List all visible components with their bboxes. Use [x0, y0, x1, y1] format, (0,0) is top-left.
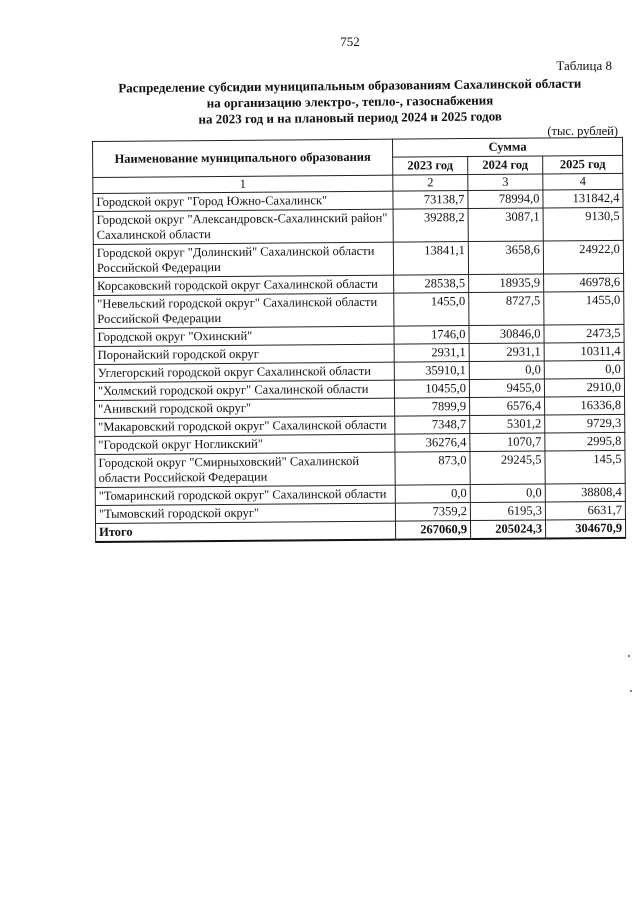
value-2023: 36276,4 — [395, 434, 470, 453]
total-row — [96, 519, 626, 542]
value-2025: 9130,5 — [543, 207, 623, 241]
value-2025: 1455,0 — [544, 291, 624, 325]
value-2024: 2931,1 — [469, 343, 544, 362]
municipality-name: Городской округ "Долинский" Сахалинской области Российской Федерации — [93, 242, 393, 277]
value-2025: 6631,7 — [545, 501, 625, 520]
column-number: 2 — [393, 175, 468, 192]
value-2025: 10311,4 — [544, 342, 624, 361]
table-row — [95, 450, 625, 487]
page-number: 752 — [340, 34, 360, 49]
municipality-name: Городской округ "Смирныховский" Сахалинской области Российской Федерации — [95, 452, 395, 487]
municipality-name: Городской округ "Город Южно-Сахалинск" — [93, 191, 393, 211]
table-row — [93, 240, 623, 277]
header-year-2024: 2024 год — [468, 156, 543, 175]
municipality-name: Городской округ "Александровск-Сахалинский район" Сахалинской области — [93, 209, 393, 244]
value-2023: 2931,1 — [394, 344, 469, 363]
total-2023: 267060,9 — [395, 521, 470, 540]
municipality-name: "Городской округ Ногликский" — [95, 434, 395, 454]
value-2025: 16336,8 — [545, 396, 625, 415]
value-2024: 6195,3 — [470, 502, 545, 521]
municipality-name: "Макаровский городской округ" Сахалинской области — [95, 416, 395, 436]
value-2023: 39288,2 — [393, 209, 468, 243]
value-2023: 873,0 — [395, 452, 470, 486]
value-2025: 145,5 — [545, 450, 625, 484]
total-2024: 205024,3 — [470, 520, 545, 539]
value-2023: 13841,1 — [393, 242, 468, 276]
title-line-2: на организацию электро-, тепло-, газоснабжения — [206, 92, 494, 111]
value-2024: 3658,6 — [468, 241, 543, 275]
title-line-3: на 2023 год и на плановый период 2024 и 2025 годов — [198, 108, 502, 127]
total-2025: 304670,9 — [545, 519, 625, 538]
value-2025: 38808,4 — [545, 483, 625, 502]
value-2025: 0,0 — [544, 360, 624, 379]
municipality-name: Поронайский городской округ — [94, 344, 394, 364]
title-line-1: Распределение субсидии муниципальным образованиям Сахалинской области — [118, 75, 582, 96]
value-2023: 1455,0 — [394, 293, 469, 327]
table-body — [93, 189, 626, 542]
value-2023: 7359,2 — [395, 503, 470, 522]
value-2023: 1746,0 — [394, 326, 469, 345]
value-2025: 24922,0 — [543, 240, 623, 274]
table-row — [93, 207, 623, 244]
value-2024: 8727,5 — [469, 292, 544, 326]
value-2024: 3087,1 — [468, 208, 543, 242]
value-2024: 0,0 — [470, 484, 545, 503]
table-row — [94, 291, 624, 328]
value-2023: 0,0 — [395, 485, 470, 504]
value-2023: 73138,7 — [393, 191, 468, 210]
value-2024: 78994,0 — [468, 190, 543, 209]
subsidy-table — [92, 137, 626, 543]
column-number: 4 — [543, 173, 623, 190]
municipality-name: Корсаковский городской округ Сахалинской области — [94, 275, 394, 295]
table-label: Таблица 8 — [556, 58, 612, 73]
municipality-name: "Томаринский городской округ" Сахалинской области — [95, 485, 395, 505]
value-2024: 1070,7 — [470, 433, 545, 452]
total-label: Итого — [96, 521, 396, 542]
subsidy-table-wrapper — [92, 137, 625, 543]
value-2025: 2995,8 — [545, 432, 625, 451]
municipality-name: Углегорский городской округ Сахалинской области — [94, 362, 394, 382]
header-municipality: Наименование муниципального образования — [93, 139, 393, 177]
header-year-2025: 2025 год — [543, 155, 623, 174]
value-2023: 7899,9 — [395, 398, 470, 417]
value-2024: 30846,0 — [469, 325, 544, 344]
column-number: 3 — [468, 174, 543, 191]
value-2024: 0,0 — [469, 361, 544, 380]
value-2023: 28538,5 — [394, 275, 469, 294]
value-2025: 131842,4 — [543, 189, 623, 208]
value-2025: 2473,5 — [544, 324, 624, 343]
value-2024: 9455,0 — [469, 379, 544, 398]
document-title — [100, 75, 600, 128]
column-number: 1 — [93, 175, 393, 193]
municipality-name: "Холмский городской округ" Сахалинской области — [94, 380, 394, 400]
value-2025: 2910,0 — [544, 378, 624, 397]
value-2023: 10455,0 — [394, 380, 469, 399]
scan-speck — [628, 655, 630, 657]
value-2023: 35910,1 — [394, 362, 469, 381]
value-2025: 9729,3 — [545, 414, 625, 433]
value-2024: 5301,2 — [470, 415, 545, 434]
value-2023: 7348,7 — [395, 416, 470, 435]
value-2024: 6576,4 — [470, 397, 545, 416]
value-2024: 29245,5 — [470, 451, 545, 485]
header-sum: Сумма — [392, 137, 622, 157]
municipality-name: "Тымовский городской округ" — [95, 503, 395, 523]
value-2024: 18935,9 — [469, 274, 544, 293]
units-note: (тыс. рублей) — [547, 124, 618, 138]
municipality-name: "Невельский городской округ" Сахалинской области Российской Федерации — [94, 293, 394, 328]
header-year-2023: 2023 год — [393, 157, 468, 176]
value-2025: 46978,6 — [544, 273, 624, 292]
scan-speck — [630, 690, 632, 692]
municipality-name: Городской округ "Охинский" — [94, 326, 394, 346]
municipality-name: "Анивский городской округ" — [95, 398, 395, 418]
